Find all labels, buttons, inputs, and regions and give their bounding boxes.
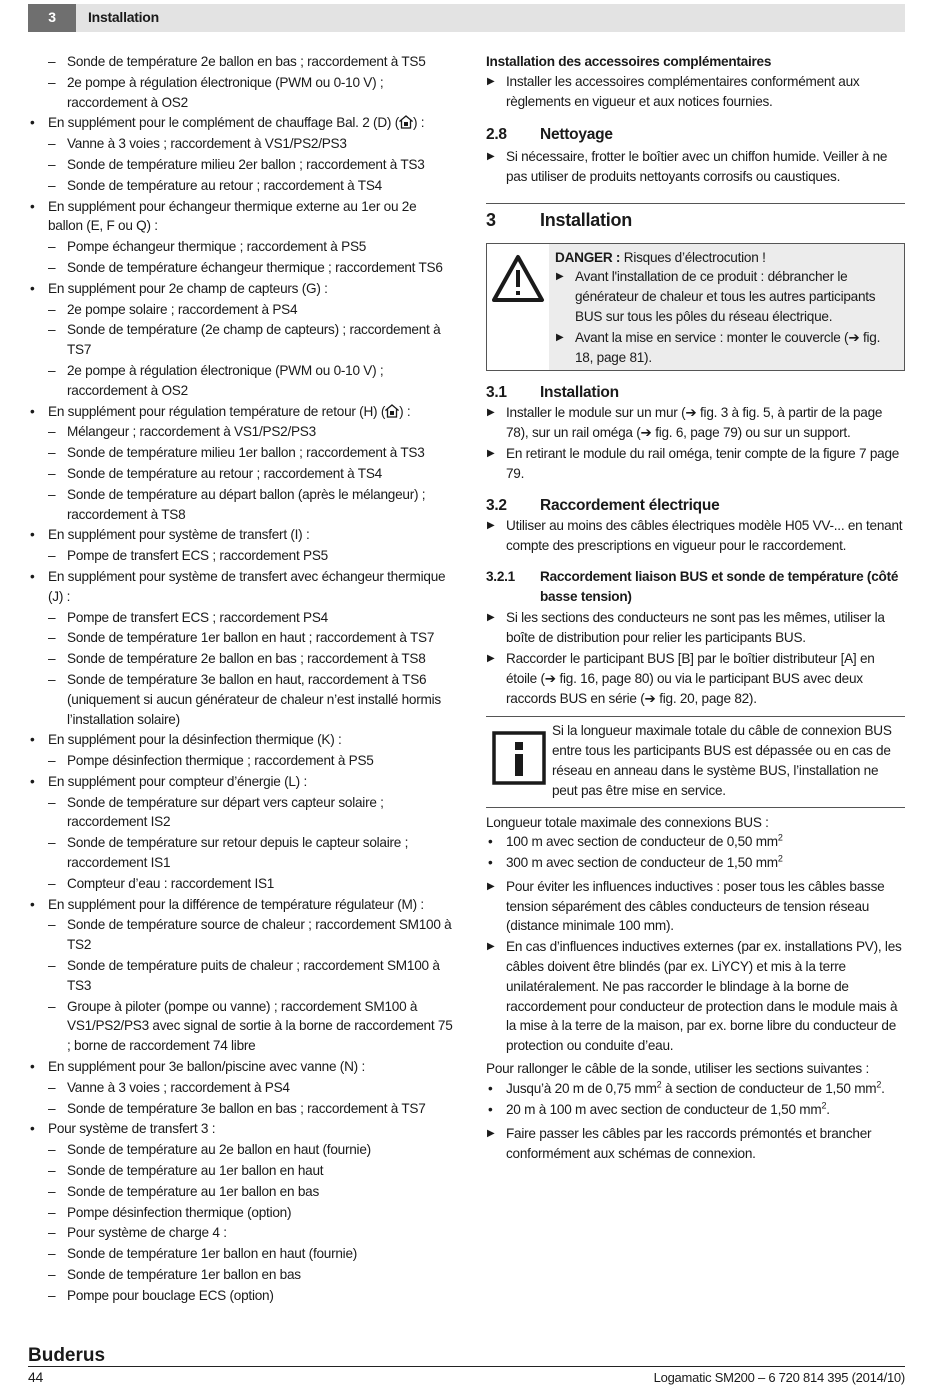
list-item: • En supplément pour la différence de température régulateur (M) :: [28, 895, 453, 915]
sub-list-item: – Sonde de température au 1er ballon en bas: [28, 1182, 453, 1202]
sub-list-item: – 2e pompe solaire ; raccordement à PS4: [28, 300, 453, 320]
sub-list-item: – Sonde de température 1er ballon en bas: [28, 1265, 453, 1285]
install-item: ▶ En retirant le module du rail oméga, tenir compte de la figure 7 page 79.: [486, 444, 905, 484]
bus-length-title: Longueur totale maximale des connexions BUS :: [486, 814, 769, 830]
accessories-item: ▶ Installer les accessoires complémentaires conformément aux règlements en vigueur et aux notices fournies.: [486, 72, 905, 112]
section-2-8-heading: 2.8 Nettoyage: [486, 126, 613, 144]
document-reference: Logamatic SM200 – 6 720 814 395 (2014/10): [653, 1370, 905, 1385]
sub-list-item: – Sonde de température au retour ; raccordement à TS4: [28, 176, 453, 196]
house-icon: [399, 115, 413, 130]
list-item: • Pour système de transfert 3 :: [28, 1119, 453, 1139]
right-column: [486, 52, 905, 1165]
sub-list-item: – Pompe pour bouclage ECS (option): [28, 1286, 453, 1306]
danger-title: DANGER : Risques d’électrocution !: [555, 249, 766, 265]
info-notice: [486, 716, 905, 807]
bus-length-item: • 300 m avec section de conducteur de 1,50 $mm^2$: [486, 853, 905, 873]
info-icon: [486, 721, 552, 800]
sub-list-item: – Pompe de transfert ECS ; raccordement PS5: [28, 546, 453, 566]
chapter-3-heading: 3 Installation: [486, 209, 633, 230]
danger-item: ▶ Avant la mise en service : monter le couvercle (➔ fig. 18, page 81).: [555, 328, 896, 368]
final-item: ▶ Faire passer les câbles par les raccords prémontés et brancher conformément aux schémas de connexion.: [486, 1124, 905, 1164]
list-item: • En supplément pour 3e ballon/piscine avec vanne (N) :: [28, 1057, 453, 1077]
sub-list-item: – 2e pompe à régulation électronique (PWM ou 0-10 V) ; raccordement à OS2: [28, 361, 453, 401]
sub-list-item: – Sonde de température (2e champ de capteurs) ; raccordement à TS7: [28, 320, 453, 360]
sub-list-item: – Compteur d’eau : raccordement IS1: [28, 874, 453, 894]
sub-list-item: – Pompe désinfection thermique ; raccordement à PS5: [28, 751, 453, 771]
sub-list-item: – Sonde de température 2e ballon en bas ; raccordement à TS8: [28, 649, 453, 669]
sub-list-item: – Sonde de température au retour ; raccordement à TS4: [28, 464, 453, 484]
warning-triangle-icon: [487, 244, 549, 371]
sub-list-item: – Vanne à 3 voies ; raccordement à PS4: [28, 1078, 453, 1098]
left-column: [28, 52, 453, 1307]
list-item: • En supplément pour échangeur thermique externe au 1er ou 2e ballon (E, F ou Q) :: [28, 197, 453, 237]
sub-list-item: – 2e pompe à régulation électronique (PWM ou 0-10 V) ; raccordement à OS2: [28, 73, 453, 113]
sub-list-item: – Sonde de température source de chaleur ; raccordement SM100 à TS2: [28, 915, 453, 955]
sensor-item: • Jusqu’à 20 m de 0,75 $mm^2$ à section de conducteur de 1,50 $mm^2$.: [486, 1079, 905, 1099]
list-item: • En supplément pour régulation température de retour (H) ( ) :: [28, 402, 453, 422]
sub-list-item: – Mélangeur ; raccordement à VS1/PS2/PS3: [28, 422, 453, 442]
section-3-1-heading: 3.1 Installation: [486, 384, 619, 402]
sub-list-item: – Sonde de température milieu 1er ballon ; raccordement à TS3: [28, 443, 453, 463]
sub-list-item: – Sonde de température échangeur thermique ; raccordement TS6: [28, 258, 453, 278]
sub-list-item: – Vanne à 3 voies ; raccordement à VS1/PS2/PS3: [28, 134, 453, 154]
list-item: • En supplément pour système de transfert (I) :: [28, 525, 453, 545]
list-item: • En supplément pour le complément de chauffage Bal. 2 (D) ( ) :: [28, 113, 453, 133]
electrical-item: ▶ Utiliser au moins des câbles électriques modèle H05 VV-... en tenant compte des prescriptions en vigueur pour le raccordement.: [486, 516, 905, 556]
sub-list-item: – Groupe à piloter (pompe ou vanne) ; raccordement SM100 à VS1/PS2/PS3 avec signal de sortie à la borne de raccordement 75 ; borne de raccordement 74 libre: [28, 997, 453, 1056]
sub-list-item: – Sonde de température au 1er ballon en haut: [28, 1161, 453, 1181]
page-number: 44: [28, 1369, 44, 1385]
sub-list-item: – Sonde de température 2e ballon en bas ; raccordement à TS5: [28, 52, 453, 72]
sub-list-item: – Sonde de température 1er ballon en haut (fournie): [28, 1244, 453, 1264]
sub-list-item: – Sonde de température sur départ vers capteur solaire ; raccordement IS2: [28, 793, 453, 833]
info-text: Si la longueur maximale totale du câble de connexion BUS entre tous les participants BUS est dépassée ou en cas de réseau en anneau dans le système BUS, l’installation ne peut pas être mise en service.: [552, 723, 892, 798]
list-item: • En supplément pour la désinfection thermique (K) :: [28, 730, 453, 750]
danger-notice: [486, 243, 905, 372]
sub-list-item: – Pour système de charge 4 :: [28, 1223, 453, 1243]
cleaning-item: ▶ Si nécessaire, frotter le boîtier avec un chiffon humide. Veiller à ne pas utiliser de produits nettoyants corrosifs ou caustiques.: [486, 147, 905, 187]
danger-item: ▶ Avant l'installation de ce produit : débrancher le générateur de chaleur et tous les autres participants BUS sur tous les pôles du réseau électrique.: [555, 267, 896, 326]
sub-list-item: – Pompe désinfection thermique (option): [28, 1203, 453, 1223]
section-3-2-1-heading: 3.2.1 Raccordement liaison BUS et sonde de température (côté basse tension): [486, 568, 899, 604]
list-item: • En supplément pour système de transfert avec échangeur thermique (J) :: [28, 567, 453, 607]
bus-item: ▶ Si les sections des conducteurs ne sont pas les mêmes, utiliser la boîte de distribution pour relier les participants BUS.: [486, 608, 905, 648]
list-item: • En supplément pour compteur d’énergie (L) :: [28, 772, 453, 792]
chapter-number: 3: [28, 4, 76, 32]
sub-list-item: – Sonde de température sur retour depuis le capteur solaire ; raccordement IS1: [28, 833, 453, 873]
sub-list-item: – Sonde de température milieu 2er ballon ; raccordement à TS3: [28, 155, 453, 175]
sensor-item: • 20 m à 100 m avec section de conducteur de 1,50 $mm^2$.: [486, 1100, 905, 1120]
section-3-2-heading: 3.2 Raccordement électrique: [486, 497, 720, 515]
sensor-title: Pour rallonger le câble de la sonde, utiliser les sections suivantes :: [486, 1061, 869, 1077]
sub-list-item: – Sonde de température au 2e ballon en haut (fournie): [28, 1140, 453, 1160]
sub-list-item: – Sonde de température au départ ballon (après le mélangeur) ; raccordement à TS8: [28, 485, 453, 525]
inductive-item: ▶ En cas d’influences inductives externes (par ex. installations PV), les câbles doivent être blindés (par ex. LiYCY) et mis à la terre unilatéralement. Ne pas raccorder le blindage à la borne de raccordement pour conducteur de protection dans le module mais à la mise à la terre de la maison, par ex. borne libre du conducteur de protection ou conduite d’eau.: [486, 937, 905, 1056]
list-item: • En supplément pour 2e champ de capteurs (G) :: [28, 279, 453, 299]
sub-list-item: – Sonde de température 1er ballon en haut ; raccordement à TS7: [28, 628, 453, 648]
sub-list-item: – Pompe échangeur thermique ; raccordement à PS5: [28, 237, 453, 257]
page-header: [28, 4, 905, 32]
sub-list-item: – Sonde de température puits de chaleur ; raccordement SM100 à TS3: [28, 956, 453, 996]
brand-logo: Buderus: [28, 1345, 106, 1366]
bus-length-item: • 100 m avec section de conducteur de 0,50 $mm^2$: [486, 832, 905, 852]
sub-list-item: – Sonde de température 3e ballon en bas ; raccordement à TS7: [28, 1099, 453, 1119]
chapter-title: Installation: [88, 9, 159, 26]
house-icon: [385, 404, 399, 419]
sub-list-item: – Pompe de transfert ECS ; raccordement PS4: [28, 608, 453, 628]
accessories-heading: Installation des accessoires complémentaires: [486, 54, 772, 69]
install-item: ▶ Installer le module sur un mur (➔ fig. 3 à fig. 5, à partir de la page 78), sur un rail oméga (➔ fig. 6, page 79) ou sur un support.: [486, 403, 905, 443]
inductive-item: ▶ Pour éviter les influences inductives : poser tous les câbles basse tension séparément des câbles conducteurs de tension réseau (distance minimale 100 mm).: [486, 877, 905, 936]
sub-list-item: – Sonde de température 3e ballon en haut, raccordement à TS6 (uniquement si aucun générateur de chaleur n’est installé hormis l’installation solaire): [28, 670, 453, 729]
bus-item: ▶ Raccorder le participant BUS [B] par le boîtier distributeur [A] en étoile (➔ fig. 16, page 80) ou via le participant BUS avec deux raccords BUS en série (➔ fig. 20, page 82).: [486, 649, 905, 708]
footer-divider: [28, 1366, 905, 1367]
